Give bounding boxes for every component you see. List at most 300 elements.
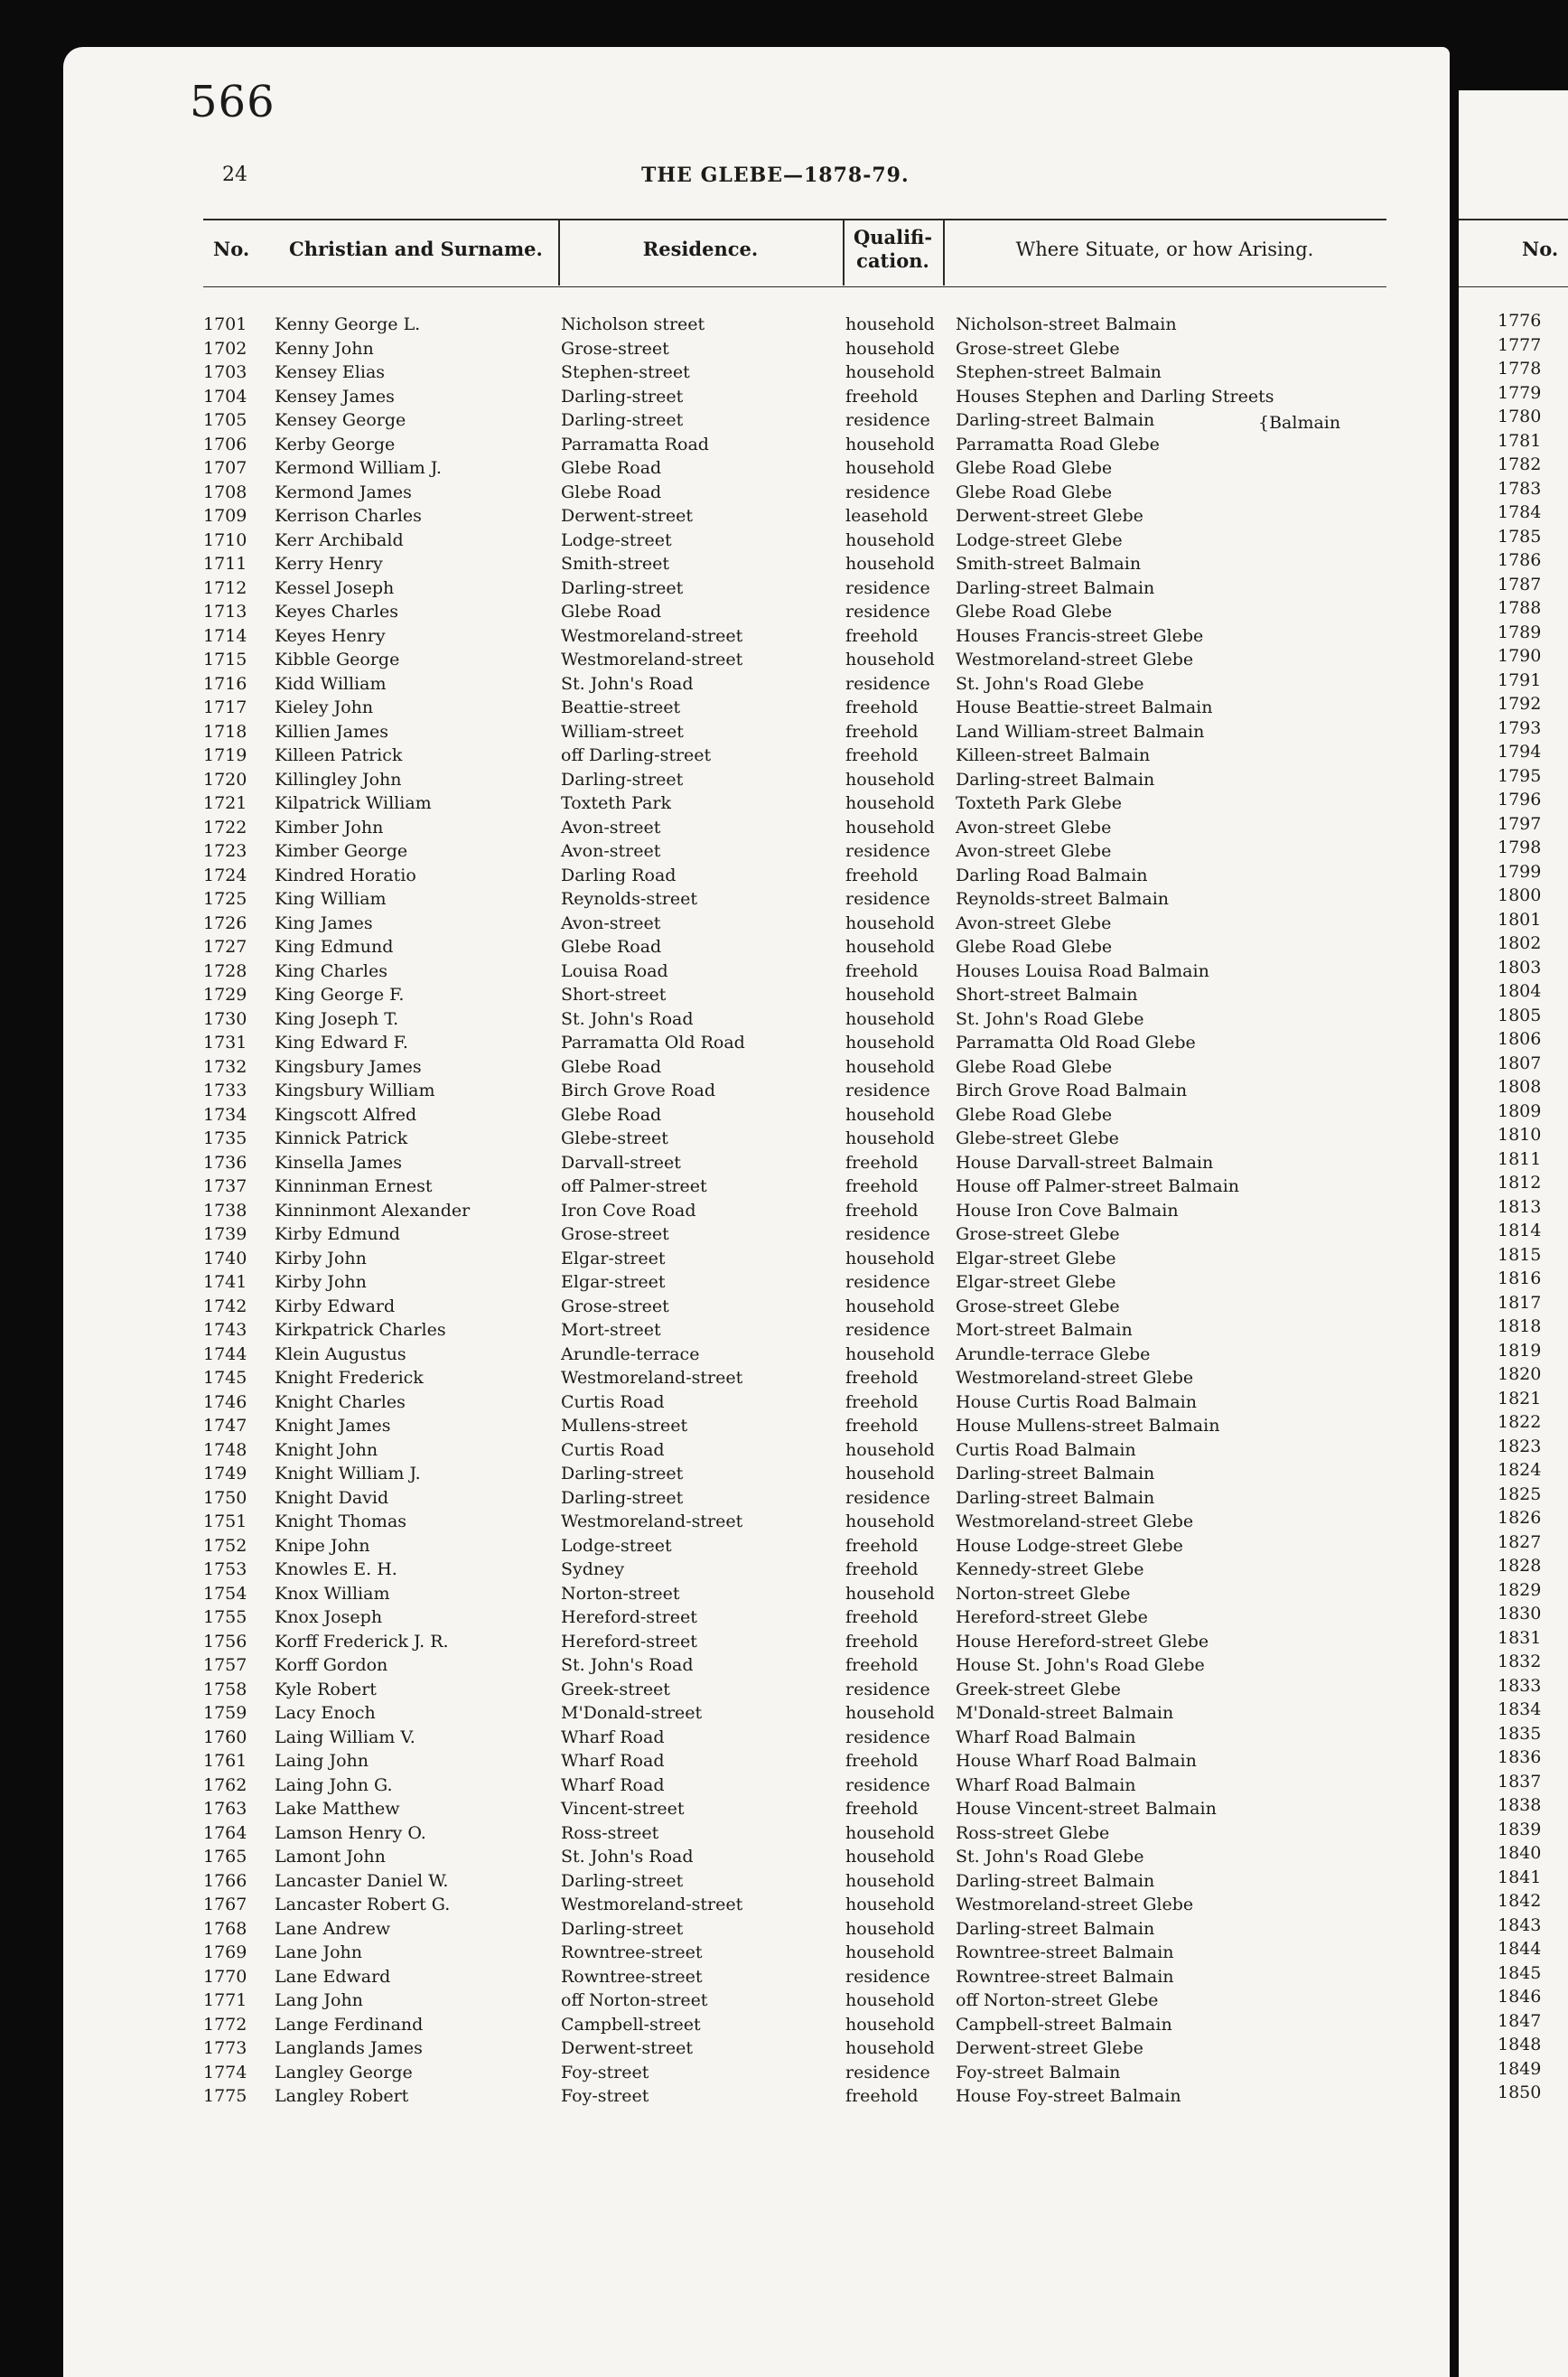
entry-qualification: household [845, 1008, 935, 1029]
entry-number: 1752 [203, 1535, 247, 1556]
entry-name: Langlands James [275, 2038, 423, 2058]
entry-where: St. John's Road Glebe [956, 1847, 1144, 1867]
entry-name: King James [275, 912, 373, 933]
folio-number: 566 [190, 77, 275, 127]
adjacent-entry-number: 1780 [1498, 407, 1542, 426]
entry-where: Birch Grove Road Balmain [956, 1081, 1188, 1100]
adjacent-entry-number: 1786 [1498, 550, 1542, 570]
entry-where: Parramatta Old Road Glebe [956, 1033, 1196, 1053]
entry-qualification: freehold [845, 1391, 919, 1412]
adjacent-entry-number: 1781 [1498, 430, 1542, 451]
table-row [63, 864, 1450, 887]
entry-residence: Iron Cove Road [561, 1200, 696, 1221]
table-row [63, 624, 1450, 648]
entry-name: Kinninmont Alexander [275, 1200, 471, 1221]
entry-qualification: household [845, 338, 935, 359]
entry-residence: Wharf Road [561, 1774, 665, 1795]
table-row [63, 1630, 1450, 1653]
entry-number: 1733 [203, 1081, 247, 1100]
adjacent-entry-number: 1790 [1498, 646, 1542, 666]
entry-where: Avon-street Glebe [956, 817, 1112, 838]
entry-where: Smith-street Balmain [956, 554, 1142, 574]
table-row [63, 744, 1450, 767]
entry-name: Lacy Enoch [275, 1703, 376, 1723]
entry-number: 1767 [203, 1895, 247, 1914]
entry-name: Langley George [275, 2062, 413, 2082]
entry-name: Kingsbury William [275, 1081, 435, 1100]
entry-number: 1768 [203, 1918, 247, 1939]
entry-name: Kyle Robert [275, 1679, 377, 1699]
entry-residence: Darling-street [561, 769, 684, 790]
entry-residence: Foy-street [561, 2062, 649, 2082]
entry-name: Kenny John [275, 338, 374, 359]
entry-number: 1707 [203, 458, 247, 478]
entry-number: 1774 [203, 2062, 247, 2082]
entry-number: 1759 [203, 1703, 247, 1723]
entry-name: Knight Charles [275, 1391, 406, 1412]
adjacent-entry-number: 1848 [1498, 2035, 1542, 2054]
entry-where: Westmoreland-street Glebe [956, 1895, 1194, 1914]
entry-name: Langley Robert [275, 2086, 409, 2106]
entry-residence: Glebe-street [561, 1128, 668, 1148]
entry-residence: Glebe Road [561, 482, 662, 502]
table-row [63, 1366, 1450, 1390]
entry-name: Knight Thomas [275, 1511, 407, 1531]
entry-where: M'Donald-street Balmain [956, 1703, 1174, 1723]
table-row [63, 935, 1450, 959]
entry-residence: St. John's Road [561, 1847, 694, 1867]
entry-where: Grose-street Glebe [956, 1224, 1120, 1244]
entry-number: 1737 [203, 1176, 247, 1196]
entry-qualification: freehold [845, 865, 919, 885]
entry-qualification: residence [845, 2062, 930, 2082]
entry-qualification: household [845, 1990, 935, 2010]
entry-where: Kennedy-street Glebe [956, 1559, 1144, 1579]
entry-where: Avon-street Glebe [956, 912, 1112, 933]
table-row [63, 1343, 1450, 1366]
entry-qualification: household [845, 434, 935, 454]
entry-name: Kirby Edmund [275, 1224, 400, 1244]
entry-where: Hereford-street Glebe [956, 1607, 1148, 1627]
adjacent-entry-number: 1809 [1498, 1100, 1542, 1121]
entry-residence: Toxteth Park [561, 793, 671, 813]
entry-residence: Curtis Road [561, 1391, 665, 1412]
entry-number: 1770 [203, 1966, 247, 1987]
entry-where: Nicholson-street Balmain [956, 314, 1177, 334]
electoral-roll-entries [63, 47, 1450, 2377]
table-row [63, 1414, 1450, 1437]
adjacent-entry-number: 1837 [1498, 1771, 1542, 1792]
table-row [63, 1222, 1450, 1246]
entry-qualification: freehold [845, 745, 919, 765]
entry-residence: Westmoreland-street [561, 1895, 743, 1914]
entry-number: 1761 [203, 1751, 247, 1771]
adjacent-entry-number: 1828 [1498, 1556, 1542, 1576]
entry-where: Glebe Road Glebe [956, 458, 1113, 478]
table-row [63, 1653, 1450, 1677]
entry-residence: Darvall-street [561, 1152, 681, 1173]
table-row [63, 529, 1450, 552]
adjacent-entry-number: 1847 [1498, 2010, 1542, 2031]
header-where: Where Situate, or how Arising. [1015, 239, 1314, 260]
entry-number: 1717 [203, 697, 247, 717]
adjacent-entry-number: 1804 [1498, 981, 1542, 1001]
table-row [63, 1797, 1450, 1820]
entry-where: Reynolds-street Balmain [956, 889, 1170, 909]
entry-number: 1758 [203, 1679, 247, 1699]
entry-residence: Grose-street [561, 1224, 669, 1244]
entry-where: House Vincent-street Balmain [956, 1799, 1217, 1819]
table-row [63, 385, 1450, 408]
entry-residence: Westmoreland-street [561, 1368, 743, 1388]
entry-qualification: household [845, 1248, 935, 1268]
adjacent-entry-number: 1818 [1498, 1316, 1542, 1336]
page-title: THE GLEBE—1878-79. [641, 164, 910, 187]
adjacent-entry-number: 1821 [1498, 1388, 1542, 1408]
entry-name: Laing William V. [275, 1727, 415, 1747]
entry-number: 1732 [203, 1056, 247, 1077]
entry-qualification: household [845, 1583, 935, 1604]
entry-qualification: freehold [845, 721, 919, 742]
entry-where: Killeen-street Balmain [956, 745, 1151, 765]
entry-residence: Arundle-terrace [561, 1343, 700, 1364]
entry-name: Kenny George L. [275, 314, 421, 334]
adjacent-header-no: No. [1522, 238, 1559, 260]
table-row [63, 1103, 1450, 1127]
entry-residence: Westmoreland-street [561, 650, 743, 669]
adjacent-entry-number: 1801 [1498, 909, 1542, 930]
adjacent-entry-number: 1803 [1498, 957, 1542, 978]
entry-name: Knight William J. [275, 1464, 421, 1483]
entry-qualification: household [845, 1847, 935, 1867]
adjacent-entry-number: 1794 [1498, 742, 1542, 762]
adjacent-entry-number: 1805 [1498, 1005, 1542, 1025]
entry-name: Kimber John [275, 817, 384, 838]
entry-residence: St. John's Road [561, 1008, 694, 1029]
entry-qualification: freehold [845, 1655, 919, 1675]
entry-name: Lane Edward [275, 1966, 391, 1987]
entry-name: Laing John [275, 1751, 369, 1771]
table-row [63, 1007, 1450, 1031]
entry-residence: Campbell-street [561, 2014, 701, 2035]
adjacent-entry-number: 1850 [1498, 2082, 1542, 2102]
adjacent-entry-number: 1808 [1498, 1077, 1542, 1097]
entry-where: Lodge-street Glebe [956, 529, 1123, 550]
entry-number: 1739 [203, 1224, 247, 1244]
adjacent-entry-number: 1813 [1498, 1196, 1542, 1217]
entry-residence: Foy-street [561, 2086, 649, 2106]
adjacent-entry-number: 1842 [1498, 1891, 1542, 1911]
table-row [63, 1031, 1450, 1054]
entry-residence: Derwent-street [561, 506, 693, 526]
adjacent-entry-number: 1829 [1498, 1579, 1542, 1600]
adjacent-entry-number: 1834 [1498, 1699, 1542, 1719]
adjacent-entry-number: 1784 [1498, 502, 1542, 522]
entry-name: Kingsbury James [275, 1056, 422, 1077]
entry-number: 1751 [203, 1511, 247, 1531]
adjacent-entry-number: 1845 [1498, 1962, 1542, 1983]
adjacent-entry-number: 1819 [1498, 1340, 1542, 1361]
entry-where: Greek-street Glebe [956, 1679, 1121, 1699]
entry-name: Kirby Edward [275, 1296, 396, 1316]
adjacent-entry-number: 1836 [1498, 1747, 1542, 1767]
entry-residence: Vincent-street [561, 1799, 685, 1819]
table-row [63, 887, 1450, 911]
entry-residence: Darling-street [561, 1487, 684, 1508]
adjacent-entry-number: 1806 [1498, 1029, 1542, 1049]
entry-number: 1719 [203, 745, 247, 765]
entry-residence: Wharf Road [561, 1751, 665, 1771]
table-row [63, 791, 1450, 815]
table-row [63, 481, 1450, 504]
entry-number: 1709 [203, 506, 247, 526]
entry-number: 1747 [203, 1416, 247, 1436]
table-row [63, 576, 1450, 600]
table-row [63, 2036, 1450, 2060]
entry-qualification: household [845, 2014, 935, 2035]
adjacent-header-rule [1459, 219, 1568, 220]
entry-name: Lancaster Daniel W. [275, 1870, 449, 1891]
entry-residence: Darling-street [561, 386, 684, 407]
table-row [63, 1678, 1450, 1701]
table-row [63, 696, 1450, 719]
entry-where: Glebe-street Glebe [956, 1128, 1119, 1148]
table-row [63, 1151, 1450, 1174]
entry-name: Kilpatrick William [275, 793, 432, 813]
entry-where: Houses Francis-street Glebe [956, 625, 1204, 646]
entry-number: 1731 [203, 1033, 247, 1053]
entry-name: Knipe John [275, 1535, 370, 1556]
entry-where: Short-street Balmain [956, 985, 1138, 1005]
entry-qualification: household [845, 650, 935, 669]
table-row [63, 1726, 1450, 1749]
entry-residence: Darling-street [561, 577, 684, 598]
adjacent-entry-number: 1795 [1498, 765, 1542, 786]
adjacent-entry-number: 1844 [1498, 1939, 1542, 1959]
header-residence: Residence. [642, 238, 759, 260]
adjacent-entry-number: 1791 [1498, 669, 1542, 690]
entry-qualification: household [845, 1703, 935, 1723]
entry-residence: St. John's Road [561, 1655, 694, 1675]
entry-qualification: freehold [845, 1152, 919, 1173]
entry-name: Kerby George [275, 434, 396, 454]
entry-qualification: freehold [845, 960, 919, 981]
entry-number: 1764 [203, 1822, 247, 1843]
adjacent-entry-number: 1782 [1498, 454, 1542, 474]
adjacent-entry-number: 1788 [1498, 598, 1542, 618]
entry-number: 1769 [203, 1942, 247, 1962]
adjacent-entry-number: 1833 [1498, 1675, 1542, 1696]
entry-qualification: residence [845, 1727, 930, 1747]
entry-residence: Curtis Road [561, 1439, 665, 1460]
entry-where: House Lodge-street Glebe [956, 1535, 1183, 1556]
entry-where: Darling-street Balmain [956, 1464, 1155, 1483]
entry-qualification: residence [845, 1272, 930, 1292]
entry-where: Wharf Road Balmain [956, 1774, 1136, 1795]
adjacent-entry-number: 1792 [1498, 694, 1542, 714]
entry-name: Kinninman Ernest [275, 1176, 433, 1196]
adjacent-entry-number: 1777 [1498, 334, 1542, 355]
entry-number: 1741 [203, 1272, 247, 1292]
table-row [63, 672, 1450, 696]
table-row [63, 313, 1450, 336]
entry-name: Kirkpatrick Charles [275, 1320, 446, 1340]
entry-name: Kinnick Patrick [275, 1128, 408, 1148]
entry-residence: Wharf Road [561, 1727, 665, 1747]
header-name: Christian and Surname. [289, 238, 543, 260]
entry-where: Darling-street Balmain [956, 1918, 1155, 1939]
entry-name: Kermond William J. [275, 458, 442, 478]
entry-residence: Lodge-street [561, 1535, 672, 1556]
entry-where: Westmoreland-street Glebe [956, 1511, 1194, 1531]
entry-number: 1775 [203, 2086, 247, 2106]
table-row [63, 1605, 1450, 1629]
entry-where: Darling-street Balmain [956, 1487, 1155, 1508]
entry-number: 1710 [203, 529, 247, 550]
entry-number: 1727 [203, 937, 247, 957]
entry-name: Lane John [275, 1942, 362, 1962]
adjacent-entry-number: 1811 [1498, 1148, 1542, 1169]
entry-where: Parramatta Road Glebe [956, 434, 1160, 454]
table-row [63, 600, 1450, 623]
entry-where: Darling-street Balmain [956, 769, 1155, 790]
entry-qualification: household [845, 937, 935, 957]
entry-residence: off Palmer-street [561, 1176, 707, 1196]
entry-where: House off Palmer-street Balmain [956, 1176, 1240, 1196]
entry-residence: Rowntree-street [561, 1942, 703, 1962]
entry-name: Knox Joseph [275, 1607, 383, 1627]
entry-qualification: household [845, 1343, 935, 1364]
entry-qualification: freehold [845, 386, 919, 407]
entry-number: 1738 [203, 1200, 247, 1221]
entry-name: Kirby John [275, 1248, 367, 1268]
entry-residence: Glebe Road [561, 602, 662, 622]
adjacent-entry-number: 1823 [1498, 1436, 1542, 1456]
entry-name: King Edward F. [275, 1033, 408, 1053]
entry-where: Land William-street Balmain [956, 721, 1205, 742]
entry-name: Kimber George [275, 841, 408, 861]
entry-residence: Glebe Road [561, 1104, 662, 1125]
adjacent-entry-number: 1820 [1498, 1364, 1542, 1384]
table-row [63, 1079, 1450, 1102]
entry-qualification: freehold [845, 1559, 919, 1579]
entry-qualification: freehold [845, 1416, 919, 1436]
adjacent-entry-number: 1817 [1498, 1292, 1542, 1313]
entry-name: Korff Gordon [275, 1655, 388, 1675]
entry-qualification: household [845, 314, 935, 334]
entry-number: 1755 [203, 1607, 247, 1627]
entry-number: 1746 [203, 1391, 247, 1412]
entry-name: Kensey Elias [275, 362, 386, 382]
entry-number: 1706 [203, 434, 247, 454]
entry-number: 1726 [203, 912, 247, 933]
entry-qualification: residence [845, 1966, 930, 1987]
table-row [63, 1295, 1450, 1318]
entry-qualification: residence [845, 482, 930, 502]
entry-number: 1722 [203, 817, 247, 838]
table-row [63, 408, 1450, 432]
entry-residence: Glebe Road [561, 1056, 662, 1077]
entry-number: 1723 [203, 841, 247, 861]
entry-where: House Darvall-street Balmain [956, 1152, 1214, 1173]
table-row [63, 648, 1450, 671]
table-row [63, 768, 1450, 791]
adjacent-entry-number: 1798 [1498, 838, 1542, 857]
entry-residence: Sydney [561, 1559, 625, 1579]
entry-name: Killeen Patrick [275, 745, 403, 765]
table-row [63, 1390, 1450, 1414]
entry-number: 1745 [203, 1368, 247, 1388]
entry-name: Knox William [275, 1583, 390, 1604]
entry-qualification: household [845, 1296, 935, 1316]
entry-residence: Nicholson street [561, 314, 705, 334]
entry-qualification: freehold [845, 1535, 919, 1556]
table-row [63, 2061, 1450, 2084]
entry-qualification: household [845, 1033, 935, 1053]
entry-name: Kerr Archibald [275, 529, 404, 550]
entry-where: Houses Stephen and Darling Streets [956, 386, 1274, 407]
adjacent-entry-number: 1824 [1498, 1460, 1542, 1480]
entry-qualification: household [845, 1439, 935, 1460]
page-number: 24 [222, 164, 247, 186]
adjacent-entry-number: 1814 [1498, 1221, 1542, 1240]
table-row [63, 1701, 1450, 1725]
adjacent-entry-number: 1835 [1498, 1723, 1542, 1744]
table-row [63, 1199, 1450, 1222]
entry-qualification: residence [845, 889, 930, 909]
entry-name: King George F. [275, 985, 405, 1005]
entry-residence: Westmoreland-street [561, 1511, 743, 1531]
entry-name: Lane Andrew [275, 1918, 391, 1939]
entry-residence: off Norton-street [561, 1990, 708, 2010]
entry-residence: Beattie-street [561, 697, 681, 717]
table-row [63, 720, 1450, 744]
entry-residence: Grose-street [561, 1296, 669, 1316]
entry-where: Glebe Road Glebe [956, 1056, 1113, 1077]
entry-number: 1729 [203, 985, 247, 1005]
entry-qualification: residence [845, 1487, 930, 1508]
table-row [63, 1247, 1450, 1270]
entry-qualification: residence [845, 1081, 930, 1100]
entry-number: 1762 [203, 1774, 247, 1795]
entry-qualification: household [845, 1895, 935, 1914]
entry-number: 1705 [203, 410, 247, 430]
entry-where: Toxteth Park Glebe [956, 793, 1122, 813]
adjacent-entry-number: 1841 [1498, 1867, 1542, 1887]
entry-name: Knowles E. H. [275, 1559, 397, 1579]
entry-where: House Wharf Road Balmain [956, 1751, 1197, 1771]
entry-qualification: residence [845, 1224, 930, 1244]
entry-qualification: freehold [845, 1607, 919, 1627]
entry-number: 1772 [203, 2014, 247, 2035]
adjacent-entry-number: 1849 [1498, 2058, 1542, 2079]
entry-residence: Mort-street [561, 1320, 661, 1340]
entry-qualification: household [845, 1511, 935, 1531]
entry-number: 1713 [203, 602, 247, 622]
adjacent-entry-number: 1802 [1498, 933, 1542, 953]
entry-number: 1744 [203, 1343, 247, 1364]
entry-number: 1724 [203, 865, 247, 885]
entry-qualification: household [845, 793, 935, 813]
entry-name: Klein Augustus [275, 1343, 406, 1364]
entry-qualification: household [845, 1056, 935, 1077]
adjacent-entry-number: 1799 [1498, 861, 1542, 882]
entry-qualification: household [845, 985, 935, 1005]
table-row [63, 1174, 1450, 1198]
entry-where: Derwent-street Glebe [956, 506, 1143, 526]
entry-number: 1730 [203, 1008, 247, 1029]
entry-where: St. John's Road Glebe [956, 1008, 1144, 1029]
